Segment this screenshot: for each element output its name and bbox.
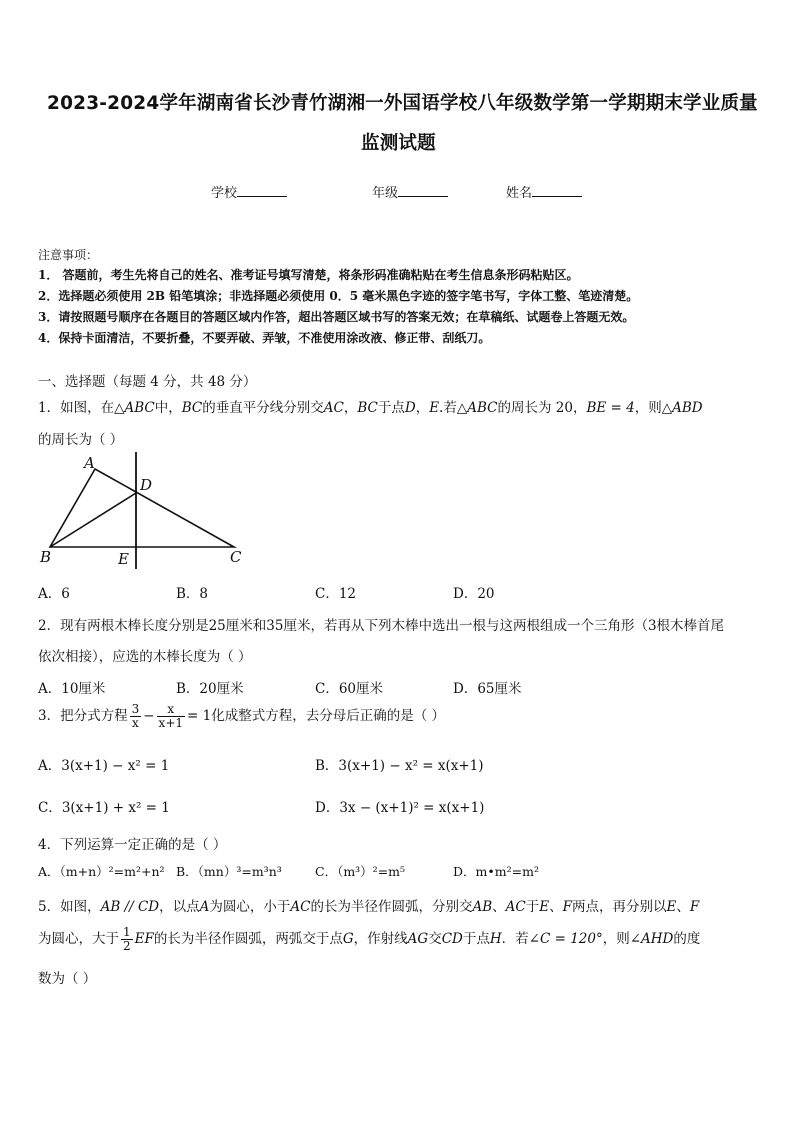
school-field	[211, 182, 287, 201]
notes-heading: 注意事项：	[38, 248, 99, 262]
q4-option-c[interactable]: C．（m³）²=m⁵	[315, 864, 406, 879]
question-2-line1: 2．现有两根木棒长度分别是25厘米和35厘米，若再从下列木棒中选出一根与这两根组成一个三角形（3根木棒首尾	[38, 618, 725, 634]
q4-option-d[interactable]: D．m•m²=m²	[453, 864, 539, 879]
page-title-line2: 监测试题	[361, 133, 436, 154]
question-5-line2: 为圆心，大于 $\frac{1}{2}$ EF的长为半径作圆弧，两弧交于点G，作射线AG交CD于点H．若∠C = 120°，则∠AHD的度	[38, 925, 701, 953]
name-field	[506, 182, 582, 201]
question-5-line3: 数为（ ）	[38, 971, 97, 987]
segment-bd	[50, 493, 136, 547]
q2-option-b[interactable]: B．20厘米	[176, 681, 244, 697]
name-blank	[532, 184, 582, 197]
q1-option-a[interactable]: A．6	[38, 586, 70, 602]
question-1-line2: 的周长为（ ）	[38, 432, 124, 448]
label-e: E	[118, 550, 129, 568]
note-item-4: 4．保持卡面清洁，不要折叠，不要弄破、弄皱，不准使用涂改液、修正带、刮纸刀。	[38, 331, 491, 345]
label-a: A	[84, 454, 95, 472]
fraction-x-over-x-plus-1: $\frac{x}{x+1}$	[158, 702, 184, 730]
grade-label: 年级	[372, 186, 399, 201]
grade-field	[372, 182, 448, 201]
q4-option-a[interactable]: A．（m+n）²=m²+n²	[38, 864, 165, 879]
q2-option-a[interactable]: A．10厘米	[38, 681, 106, 697]
section-heading: 一、选择题（每题 4 分，共 48 分）	[38, 374, 257, 390]
question-3: 3．把分式方程 $\frac{3}{x}$ − $\frac{x}{x+1}$ = 1化成整式方程，去分母后正确的是（ ）	[38, 702, 446, 730]
school-label: 学校	[211, 186, 238, 201]
name-label: 姓名	[506, 186, 533, 201]
q1-option-d[interactable]: D．20	[453, 586, 495, 602]
q3-option-c[interactable]: C．3(x+1) + x² = 1	[38, 800, 170, 816]
question-5-line1: 5．如图，AB // CD，以点A为圆心，小于AC的长为半径作圆弧，分别交AB、AC于E、F两点，再分别以E、F	[38, 899, 700, 915]
q4-option-b[interactable]: B．（mn）³=m³n³	[176, 864, 282, 879]
q1-option-b[interactable]: B．8	[176, 586, 209, 602]
note-item-2: 2．选择题必须使用 2B 铅笔填涂；非选择题必须使用 0．5 毫米黑色字迹的签字笔书写，字体工整、笔迹清楚。	[38, 289, 639, 303]
question-1-line1: 1．如图，在△ABC中，BC的垂直平分线分别交AC，BC于点D，E.若△ABC的周长为 20，BE = 4，则△ABD	[38, 400, 703, 416]
school-blank	[237, 184, 287, 197]
q1-option-c[interactable]: C．12	[315, 586, 357, 602]
q3-option-b[interactable]: B．3(x+1) − x² = x(x+1)	[315, 758, 484, 774]
q3-option-d[interactable]: D．3x − (x+1)² = x(x+1)	[315, 800, 485, 816]
grade-blank	[398, 184, 448, 197]
label-b: B	[40, 548, 52, 566]
fraction-one-half: $\frac{1}{2}$	[123, 925, 131, 953]
label-d: D	[140, 476, 153, 494]
fraction-3-over-x: $\frac{3}{x}$	[131, 702, 140, 730]
q2-option-d[interactable]: D．65厘米	[453, 681, 522, 697]
q1-triangle-figure	[36, 452, 256, 574]
note-item-1: 1． 答题前，考生先将自己的姓名、准考证号填写清楚，将条形码准确粘贴在考生信息条形码粘贴区。	[38, 268, 579, 282]
page-title: 2023-2024学年湖南省长沙青竹湖湘一外国语学校八年级数学第一学期期末学业质量	[47, 93, 758, 114]
question-2-line2: 依次相接），应选的木棒长度为（ ）	[38, 649, 252, 665]
note-item-3: 3．请按照题号顺序在各题目的答题区域内作答，超出答题区域书写的答案无效；在草稿纸、试题卷上答题无效。	[38, 310, 635, 324]
label-c: C	[230, 548, 242, 566]
q3-option-a[interactable]: A．3(x+1) − x² = 1	[38, 758, 170, 774]
question-4: 4．下列运算一定正确的是（ ）	[38, 837, 227, 853]
q2-option-c[interactable]: C．60厘米	[315, 681, 384, 697]
